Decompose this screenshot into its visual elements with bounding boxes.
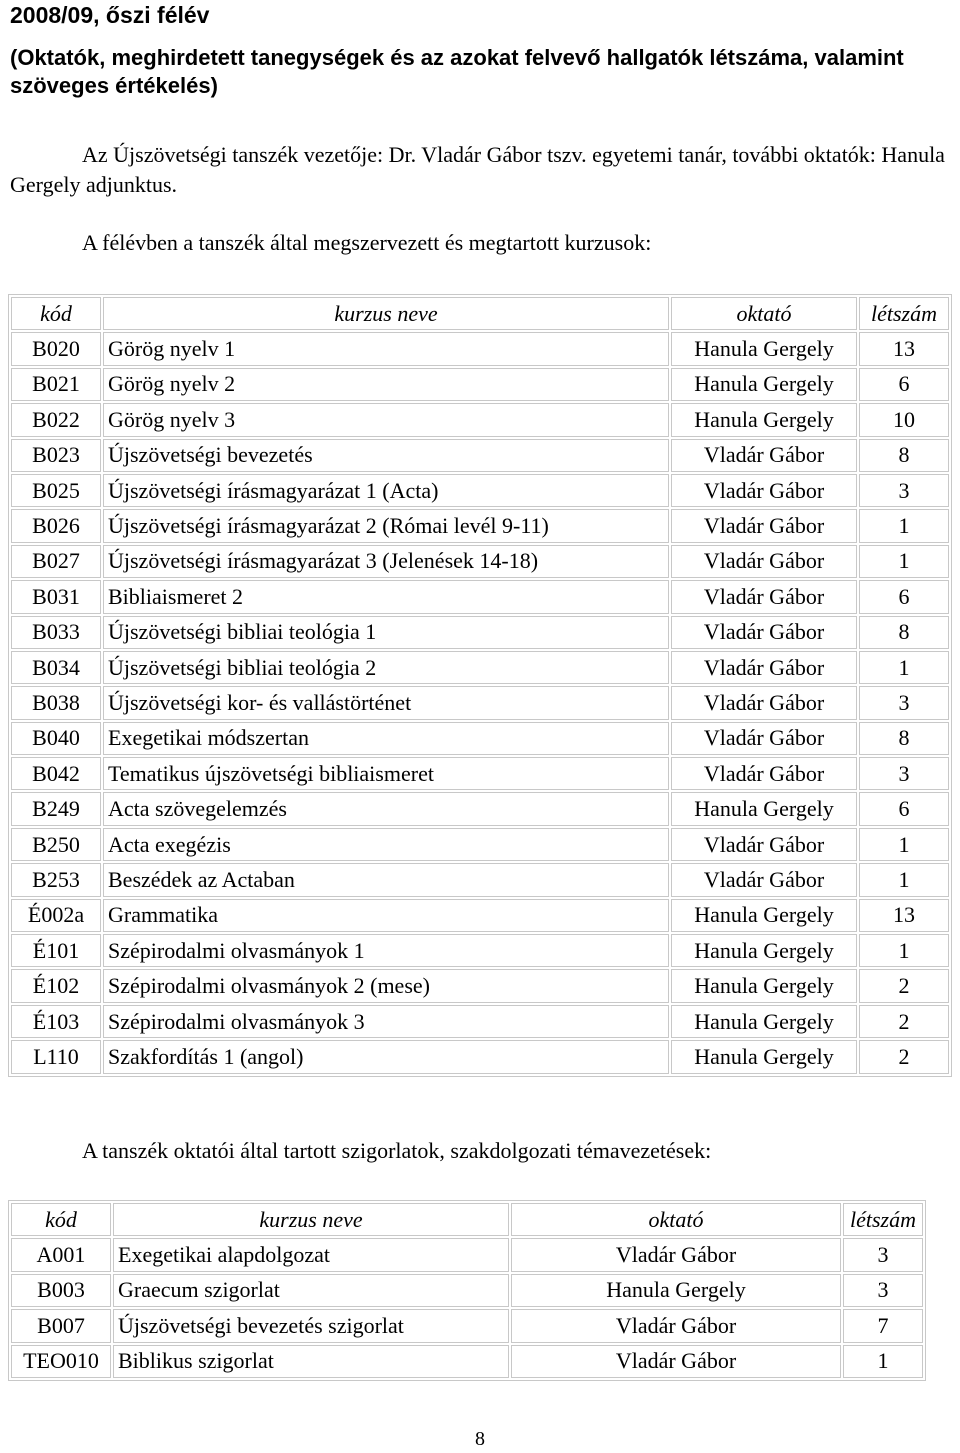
exams-label: A tanszék oktatói által tartott szigorlatok, szakdolgozati témavezetések: — [82, 1138, 712, 1163]
cell-count: 3 — [843, 1274, 923, 1307]
cell-course-name: Tematikus újszövetségi bibliaismeret — [103, 757, 669, 790]
cell-count: 6 — [859, 580, 949, 613]
cell-code: B027 — [11, 545, 101, 578]
cell-code: B031 — [11, 580, 101, 613]
courses-table — [8, 294, 952, 1077]
cell-course-name: Szépirodalmi olvasmányok 2 (mese) — [103, 969, 669, 1002]
cell-course-name: Exegetikai alapdolgozat — [113, 1238, 509, 1271]
cell-count: 1 — [859, 934, 949, 967]
cell-code: B033 — [11, 616, 101, 649]
cell-count: 8 — [859, 616, 949, 649]
cell-instructor: Vladár Gábor — [511, 1238, 841, 1271]
table-row — [11, 474, 949, 507]
table-row — [11, 332, 949, 365]
table-row — [11, 722, 949, 755]
exams-table-body — [11, 1238, 923, 1378]
page-subtitle: (Oktatók, meghirdetett tanegységek és az azokat felvevő hallgatók létszáma, valamint szöveges értékelés) — [10, 45, 904, 98]
table-row — [11, 1040, 949, 1073]
table-header-row — [11, 1203, 923, 1236]
cell-code: B023 — [11, 439, 101, 472]
page-number: 8 — [475, 1428, 485, 1450]
cell-course-name: Beszédek az Actaban — [103, 863, 669, 896]
cell-count: 2 — [859, 1005, 949, 1038]
table-row — [11, 828, 949, 861]
cell-code: É002a — [11, 899, 101, 932]
cell-code: B253 — [11, 863, 101, 896]
table-row — [11, 616, 949, 649]
cell-code: B021 — [11, 368, 101, 401]
cell-course-name: Grammatika — [103, 899, 669, 932]
cell-instructor: Vladár Gábor — [671, 722, 857, 755]
cell-instructor: Vladár Gábor — [671, 545, 857, 578]
table-row — [11, 899, 949, 932]
cell-course-name: Újszövetségi bevezetés szigorlat — [113, 1309, 509, 1342]
col-header-code: kód — [11, 1203, 111, 1236]
cell-code: B250 — [11, 828, 101, 861]
cell-count: 1 — [859, 509, 949, 542]
table-row — [11, 969, 949, 1002]
cell-instructor: Hanula Gergely — [511, 1274, 841, 1307]
cell-course-name: Újszövetségi bevezetés — [103, 439, 669, 472]
table-row — [11, 863, 949, 896]
cell-instructor: Hanula Gergely — [671, 1005, 857, 1038]
intro-paragraph: Az Újszövetségi tanszék vezetője: Dr. Vladár Gábor tszv. egyetemi tanár, további oktatók: Hanula Gergely adjunktus. — [10, 142, 945, 197]
cell-count: 3 — [859, 757, 949, 790]
cell-code: L110 — [11, 1040, 101, 1073]
cell-instructor: Hanula Gergely — [671, 403, 857, 436]
cell-instructor: Hanula Gergely — [671, 792, 857, 825]
cell-code: B040 — [11, 722, 101, 755]
cell-count: 13 — [859, 332, 949, 365]
cell-count: 8 — [859, 439, 949, 472]
table-row — [11, 1238, 923, 1271]
cell-course-name: Acta exegézis — [103, 828, 669, 861]
cell-code: É103 — [11, 1005, 101, 1038]
cell-course-name: Acta szövegelemzés — [103, 792, 669, 825]
cell-instructor: Vladár Gábor — [671, 474, 857, 507]
table-row — [11, 403, 949, 436]
cell-count: 1 — [859, 651, 949, 684]
courses-label: A félévben a tanszék által megszervezett és megtartott kurzusok: — [82, 230, 652, 255]
table-row — [11, 580, 949, 613]
cell-course-name: Exegetikai módszertan — [103, 722, 669, 755]
cell-course-name: Görög nyelv 2 — [103, 368, 669, 401]
cell-instructor: Vladár Gábor — [671, 757, 857, 790]
cell-instructor: Vladár Gábor — [511, 1345, 841, 1378]
table-header-row — [11, 297, 949, 330]
col-header-course-name: kurzus neve — [113, 1203, 509, 1236]
table-row — [11, 368, 949, 401]
cell-instructor: Vladár Gábor — [671, 616, 857, 649]
cell-code: B042 — [11, 757, 101, 790]
cell-instructor: Vladár Gábor — [671, 651, 857, 684]
cell-course-name: Graecum szigorlat — [113, 1274, 509, 1307]
cell-count: 6 — [859, 792, 949, 825]
cell-course-name: Újszövetségi írásmagyarázat 3 (Jelenések 14-18) — [103, 545, 669, 578]
page-title: 2008/09, őszi félév — [10, 2, 210, 28]
cell-count: 1 — [859, 828, 949, 861]
cell-course-name: Újszövetségi bibliai teológia 2 — [103, 651, 669, 684]
table-row — [11, 757, 949, 790]
cell-code: B034 — [11, 651, 101, 684]
cell-instructor: Hanula Gergely — [671, 332, 857, 365]
col-header-instructor: oktató — [511, 1203, 841, 1236]
table-row — [11, 1005, 949, 1038]
col-header-instructor: oktató — [671, 297, 857, 330]
cell-course-name: Szépirodalmi olvasmányok 3 — [103, 1005, 669, 1038]
cell-instructor: Vladár Gábor — [671, 863, 857, 896]
cell-count: 6 — [859, 368, 949, 401]
table-row — [11, 934, 949, 967]
table-row — [11, 545, 949, 578]
cell-instructor: Hanula Gergely — [671, 934, 857, 967]
table-row — [11, 509, 949, 542]
cell-code: B020 — [11, 332, 101, 365]
table-row — [11, 1345, 923, 1378]
cell-course-name: Újszövetségi bibliai teológia 1 — [103, 616, 669, 649]
cell-course-name: Görög nyelv 3 — [103, 403, 669, 436]
cell-course-name: Szépirodalmi olvasmányok 1 — [103, 934, 669, 967]
cell-instructor: Vladár Gábor — [671, 580, 857, 613]
table-row — [11, 792, 949, 825]
table-row — [11, 1274, 923, 1307]
table-row — [11, 439, 949, 472]
cell-count: 3 — [859, 686, 949, 719]
cell-count: 1 — [843, 1345, 923, 1378]
cell-course-name: Görög nyelv 1 — [103, 332, 669, 365]
cell-code: B038 — [11, 686, 101, 719]
cell-course-name: Újszövetségi írásmagyarázat 1 (Acta) — [103, 474, 669, 507]
cell-count: 7 — [843, 1309, 923, 1342]
cell-count: 8 — [859, 722, 949, 755]
cell-course-name: Újszövetségi kor- és vallástörténet — [103, 686, 669, 719]
cell-code: B022 — [11, 403, 101, 436]
cell-count: 1 — [859, 863, 949, 896]
cell-instructor: Hanula Gergely — [671, 1040, 857, 1073]
cell-count: 2 — [859, 1040, 949, 1073]
courses-table-body — [11, 332, 949, 1073]
cell-code: B026 — [11, 509, 101, 542]
cell-instructor: Vladár Gábor — [671, 509, 857, 542]
table-row — [11, 651, 949, 684]
cell-course-name: Szakfordítás 1 (angol) — [103, 1040, 669, 1073]
cell-count: 2 — [859, 969, 949, 1002]
cell-course-name: Bibliaismeret 2 — [103, 580, 669, 613]
cell-course-name: Biblikus szigorlat — [113, 1345, 509, 1378]
col-header-count: létszám — [859, 297, 949, 330]
cell-code: B249 — [11, 792, 101, 825]
cell-instructor: Vladár Gábor — [671, 686, 857, 719]
table-row — [11, 686, 949, 719]
cell-instructor: Vladár Gábor — [671, 828, 857, 861]
cell-code: É102 — [11, 969, 101, 1002]
col-header-code: kód — [11, 297, 101, 330]
col-header-count: létszám — [843, 1203, 923, 1236]
cell-code: TEO010 — [11, 1345, 111, 1378]
cell-code: B025 — [11, 474, 101, 507]
cell-instructor: Hanula Gergely — [671, 899, 857, 932]
table-row — [11, 1309, 923, 1342]
cell-code: A001 — [11, 1238, 111, 1271]
cell-instructor: Hanula Gergely — [671, 368, 857, 401]
cell-count: 10 — [859, 403, 949, 436]
cell-code: É101 — [11, 934, 101, 967]
cell-instructor: Vladár Gábor — [671, 439, 857, 472]
cell-code: B007 — [11, 1309, 111, 1342]
cell-count: 1 — [859, 545, 949, 578]
cell-count: 3 — [843, 1238, 923, 1271]
cell-count: 3 — [859, 474, 949, 507]
exams-table — [8, 1200, 926, 1381]
cell-count: 13 — [859, 899, 949, 932]
cell-course-name: Újszövetségi írásmagyarázat 2 (Római levél 9-11) — [103, 509, 669, 542]
col-header-course-name: kurzus neve — [103, 297, 669, 330]
cell-instructor: Vladár Gábor — [511, 1309, 841, 1342]
cell-code: B003 — [11, 1274, 111, 1307]
cell-instructor: Hanula Gergely — [671, 969, 857, 1002]
